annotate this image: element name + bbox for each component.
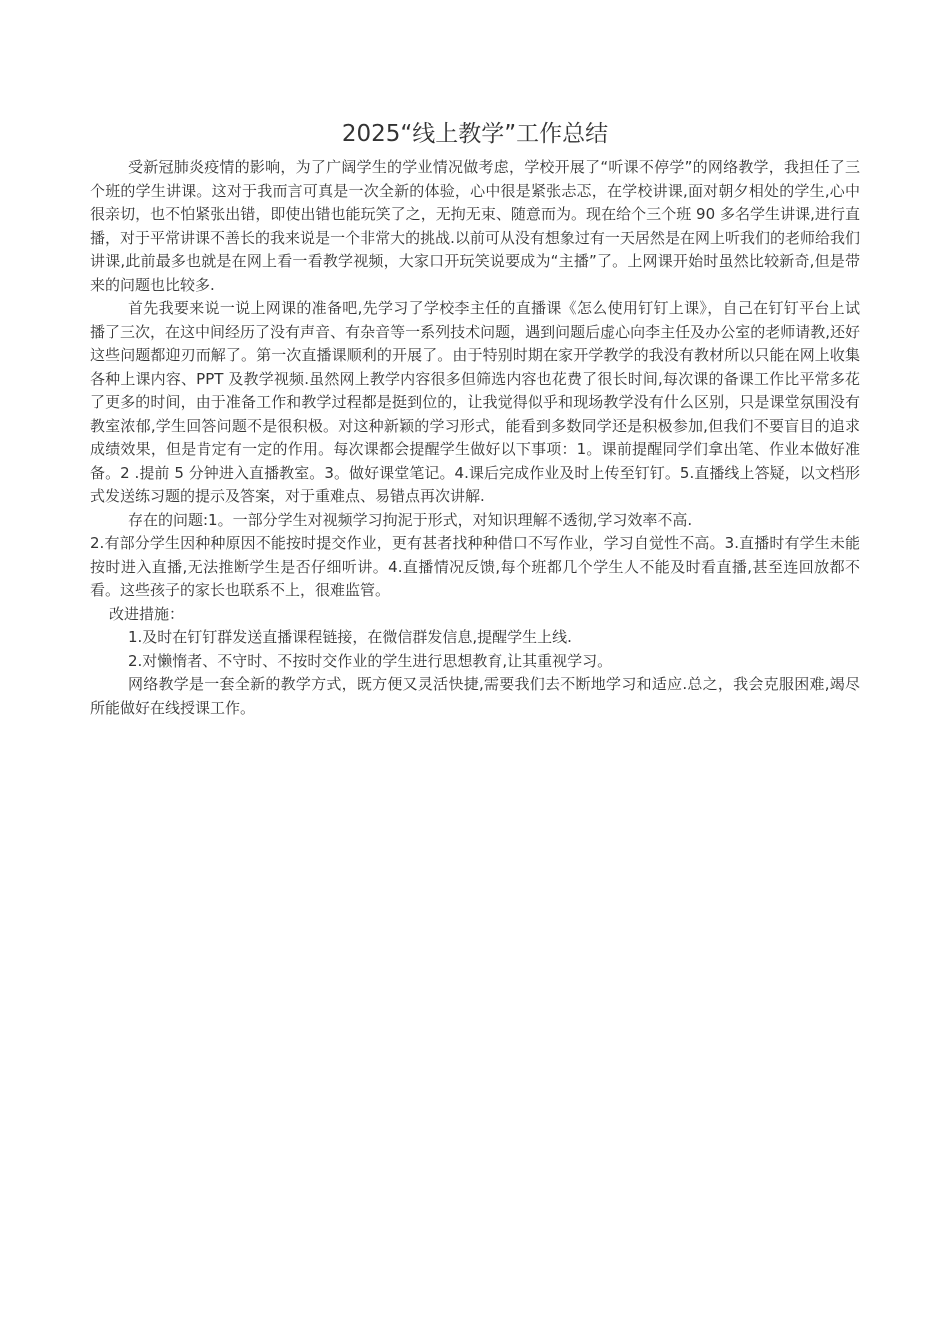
paragraph-conclusion: 网络教学是一套全新的教学方式，既方便又灵活快捷,需要我们去不断地学习和适应.总之，我会克服困难,竭尽所能做好在线授课工作。 [90, 675, 860, 717]
document-page [90, 116, 860, 720]
paragraph-improvement-1: 1.及时在钉钉群发送直播课程链接，在微信群发信息,提醒学生上线. [128, 628, 572, 646]
paragraph-intro: 受新冠肺炎疫情的影响，为了广阔学生的学业情况做考虑，学校开展了“听课不停学”的网络教学，我担任了三个班的学生讲课。这对于我而言可真是一次全新的体验，心中很是紧张忐忑，在学校讲课,面对朝夕相处的学生,心中很亲切，也不怕紧张出错，即使出错也能玩笑了之，无拘无束、随意而为。现在给个三个班 90 多名学生讲课,进行直播，对于平常讲课不善长的我来说是一个非常大的挑战.以前可从没有想象过有一天居然是在网上听我们的老师给我们讲课,此前最多也就是在网上看一看教学视频，大家口开玩笑说要成为“主播”了。上网课开始时虽然比较新奇,但是带来的问题也比较多. [90, 158, 860, 294]
paragraph-improvement-2: 2.对懒惰者、不守时、不按时交作业的学生进行思想教育,让其重视学习。 [128, 651, 613, 670]
paragraph-improvements-heading: 改进措施： [109, 604, 185, 623]
paragraph-preparation: 首先我要来说一说上网课的准备吧,先学习了学校李主任的直播课《怎么使用钉钉上课》，自己在钉钉平台上试播了三次，在这中间经历了没有声音、有杂音等一系列技术问题，遇到问题后虚心向李主任及办公室的老师请教,还好这些问题都迎刃而解了。第一次直播课顺利的开展了。由于特别时期在家开学教学的我没有教材所以只能在网上收集各种上课内容、PPT 及教学视频.虽然网上教学内容很多但筛选内容也花费了很长时间,每次课的备课工作比平常多花了更多的时间，由于准备工作和教学过程都是挺到位的，让我觉得似乎和现场教学没有什么区别，只是课堂氛围没有教室浓郁,学生回答问题不是很积极。对这种新颖的学习形式，能看到多数同学还是积极参加,但我们不要盲目的追求成绩效果，但是肯定有一定的作用。每次课都会提醒学生做好以下事项：1。课前提醒同学们拿出笔、作业本做好准备。2 .提前 5 分钟进入直播教室。3。做好课堂笔记。4.课后完成作业及时上传至钉钉。5.直播线上答疑，以文档形式发送练习题的提示及答案，对于重难点、易错点再次讲解. [90, 299, 860, 505]
document-title: 2025“线上教学”工作总结 [341, 121, 609, 147]
paragraph-problems-2: 2.有部分学生因种种原因不能按时提交作业，更有甚者找种种借口不写作业，学习自觉性不高。3.直播时有学生未能按时进入直播,无法推断学生是否仔细听讲。4.直播情况反馈,每个班都几个学生人不能及时看直播,甚至连回放都不看。这些孩子的家长也联系不上，很难监管。 [90, 534, 860, 599]
paragraph-problems-1: 存在的问题:1。一部分学生对视频学习拘泥于形式，对知识理解不透彻,学习效率不高. [128, 510, 693, 529]
